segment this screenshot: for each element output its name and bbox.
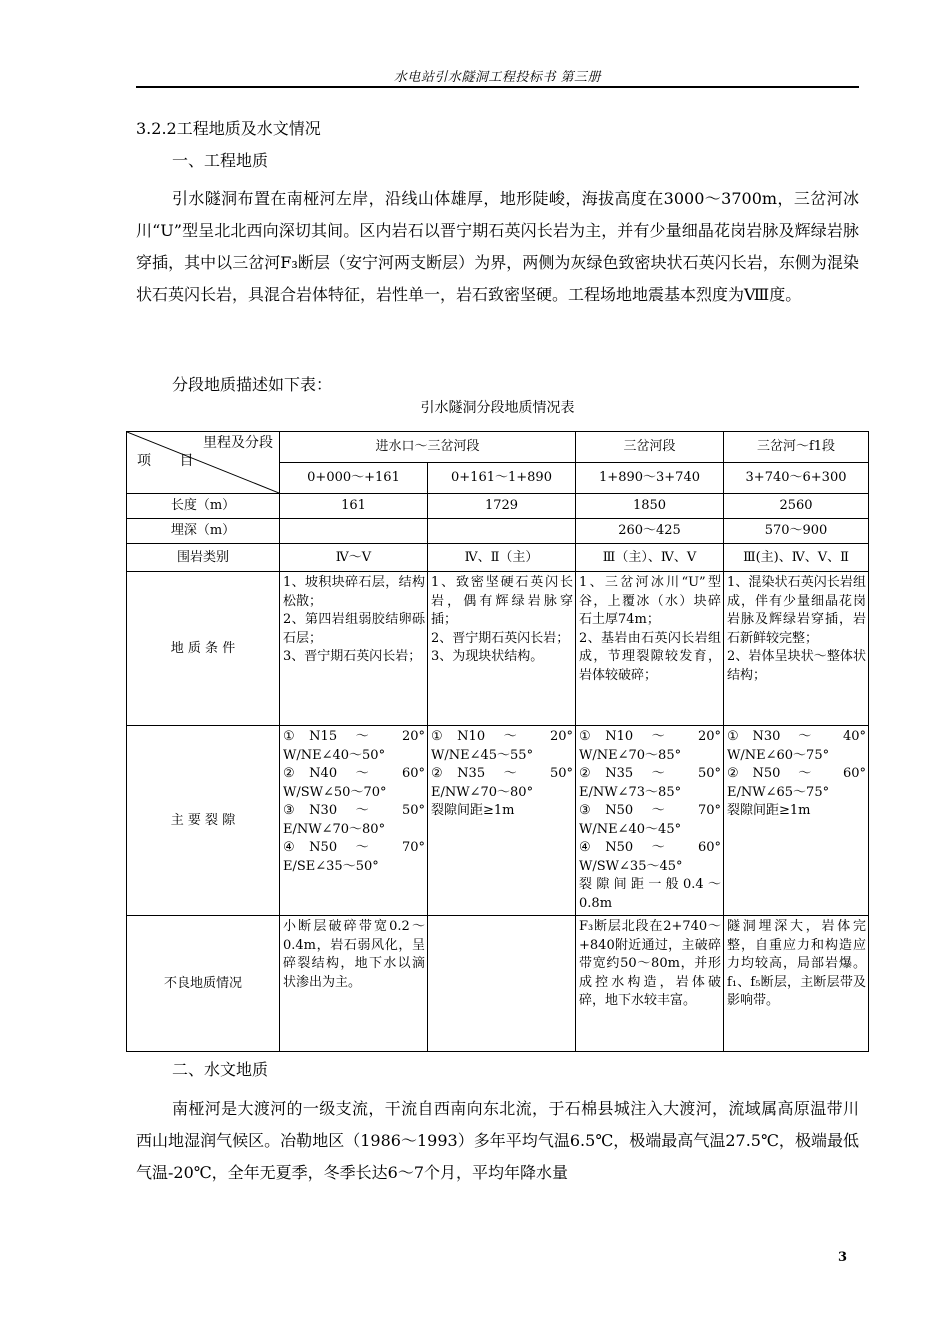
row-label: 长度（m）: [127, 494, 280, 519]
section-title: 3.2.2工程地质及水文情况: [136, 119, 321, 138]
row-label: 主 要 裂 隙: [127, 726, 280, 916]
table-cell: 1、混染状石英闪长岩组成，伴有少量细晶花岗岩脉及辉绿岩穿插，岩石新鲜较完整； 2、岩体呈块状～整体状结构；: [724, 572, 869, 726]
table-cell: 161: [280, 494, 428, 519]
table-cell: Ⅲ（主）、Ⅳ、Ⅴ: [576, 544, 724, 572]
table-cell: Ⅳ～Ⅴ: [280, 544, 428, 572]
geology-table: [126, 431, 869, 1052]
table-cell: F₃断层北段在2+740～+840附近通过，主破碎带宽约50～80m，并形成控水构造，岩体破碎，地下水较丰富。: [576, 916, 724, 1052]
table-cell: 1850: [576, 494, 724, 519]
row-label: 不良地质情况: [127, 916, 280, 1052]
header-rule: [136, 86, 859, 88]
hydro-heading: 二、水文地质: [172, 1060, 269, 1079]
page-number: 3: [838, 1250, 848, 1265]
row-label: 围岩类别: [127, 544, 280, 572]
station-header: 0+000～+161: [280, 463, 428, 494]
table-cell: 1、致密坚硬石英闪长岩，偶有辉绿岩脉穿插； 2、晋宁期石英闪长岩； 3、为现块状结构。: [428, 572, 576, 726]
table-cell: Ⅲ(主)、Ⅳ、Ⅴ、Ⅱ: [724, 544, 869, 572]
table-corner-header: [127, 432, 280, 494]
geology-heading: 一、工程地质: [172, 151, 269, 170]
hydro-paragraph: 南桠河是大渡河的一级支流，干流自西南向东北流，于石棉县城注入大渡河，流域属高原温带川西山地湿润气候区。冶勒地区（1986～1993）多年平均气温6.5℃，极端最高气温27.5℃，极端最低气温-20℃，全年无夏季，冬季长达6～7个月，平均年降水量: [136, 1099, 859, 1182]
table-cell: ①N30 ～ 40° W/NE∠60～75° ②N50 ～ 60° E/NW∠65～75° 裂隙间距≥1m: [724, 726, 869, 916]
station-header: 0+161～1+890: [428, 463, 576, 494]
row-label: 埋深（m）: [127, 519, 280, 544]
group-header: 三岔河段: [576, 432, 724, 463]
corner-label-item: 项 目: [137, 453, 206, 469]
table-cell: 2560: [724, 494, 869, 519]
table-cell: 隧洞埋深大，岩体完整，自重应力和构造应力均较高，局部岩爆。f₁、f₅断层，主断层带及影响带。: [724, 916, 869, 1052]
table-cell: 260～425: [576, 519, 724, 544]
row-label: 地 质 条 件: [127, 572, 280, 726]
table-cell: 1、三岔河冰川“U”型谷，上覆冰（水）块碎石土厚74m； 2、基岩由石英闪长岩组成，节理裂隙较发育，岩体较破碎；: [576, 572, 724, 726]
table-cell: ①N10 ～ 20° W/NE∠45～55° ②N35 ～ 50° E/NW∠70～80° 裂隙间距≥1m: [428, 726, 576, 916]
table-cell: ①N15 ～ 20° W/NE∠40～50° ②N40 ～ 60° W/SW∠50～70° ③N30 ～ 50° E/NW∠70～80° ④N50 ～ 70° E/SE∠35～50°: [280, 726, 428, 916]
table-cell: [428, 916, 576, 1052]
group-header: 三岔河～f1段: [724, 432, 869, 463]
table-cell: 570～900: [724, 519, 869, 544]
station-header: 1+890～3+740: [576, 463, 724, 494]
table-intro: 分段地质描述如下表：: [172, 375, 333, 394]
table-cell: 1729: [428, 494, 576, 519]
table-caption: 引水隧洞分段地质情况表: [420, 400, 575, 416]
document-header: 水电站引水隧洞工程投标书 第三册: [393, 70, 602, 85]
table-cell: 小断层破碎带宽0.2～0.4m，岩石弱风化，呈碎裂结构，地下水以滴状渗出为主。: [280, 916, 428, 1052]
station-header: 3+740～6+300: [724, 463, 869, 494]
table-cell: ①N10 ～ 20° W/NE∠70～85° ②N35 ～ 50° E/NW∠73～85° ③N50 ～ 70° W/NE∠40～45° ④N50 ～ 60° W/SW∠35～45° 裂隙间距一般0.4～0.8m: [576, 726, 724, 916]
table-cell: Ⅳ、Ⅱ（主）: [428, 544, 576, 572]
group-header: 进水口～三岔河段: [280, 432, 576, 463]
corner-label-mileage: 里程及分段: [203, 435, 273, 451]
table-cell: [280, 519, 428, 544]
table-cell: [428, 519, 576, 544]
geology-paragraph: 引水隧洞布置在南桠河左岸，沿线山体雄厚，地形陡峻，海拔高度在3000～3700m，三岔河冰川“U”型呈北北西向深切其间。区内岩石以晋宁期石英闪长岩为主，并有少量细晶花岗岩脉及辉绿岩脉穿插，其中以三岔河F₃断层（安宁河两支断层）为界，两侧为灰绿色致密块状石英闪长岩，东侧为混染状石英闪长岩，具混合岩体特征，岩性单一，岩石致密坚硬。工程场地地震基本烈度为Ⅷ度。: [136, 189, 859, 304]
table-cell: 1、坡积块碎石层，结构松散； 2、第四岩组弱胶结卵砾石层； 3、晋宁期石英闪长岩；: [280, 572, 428, 726]
